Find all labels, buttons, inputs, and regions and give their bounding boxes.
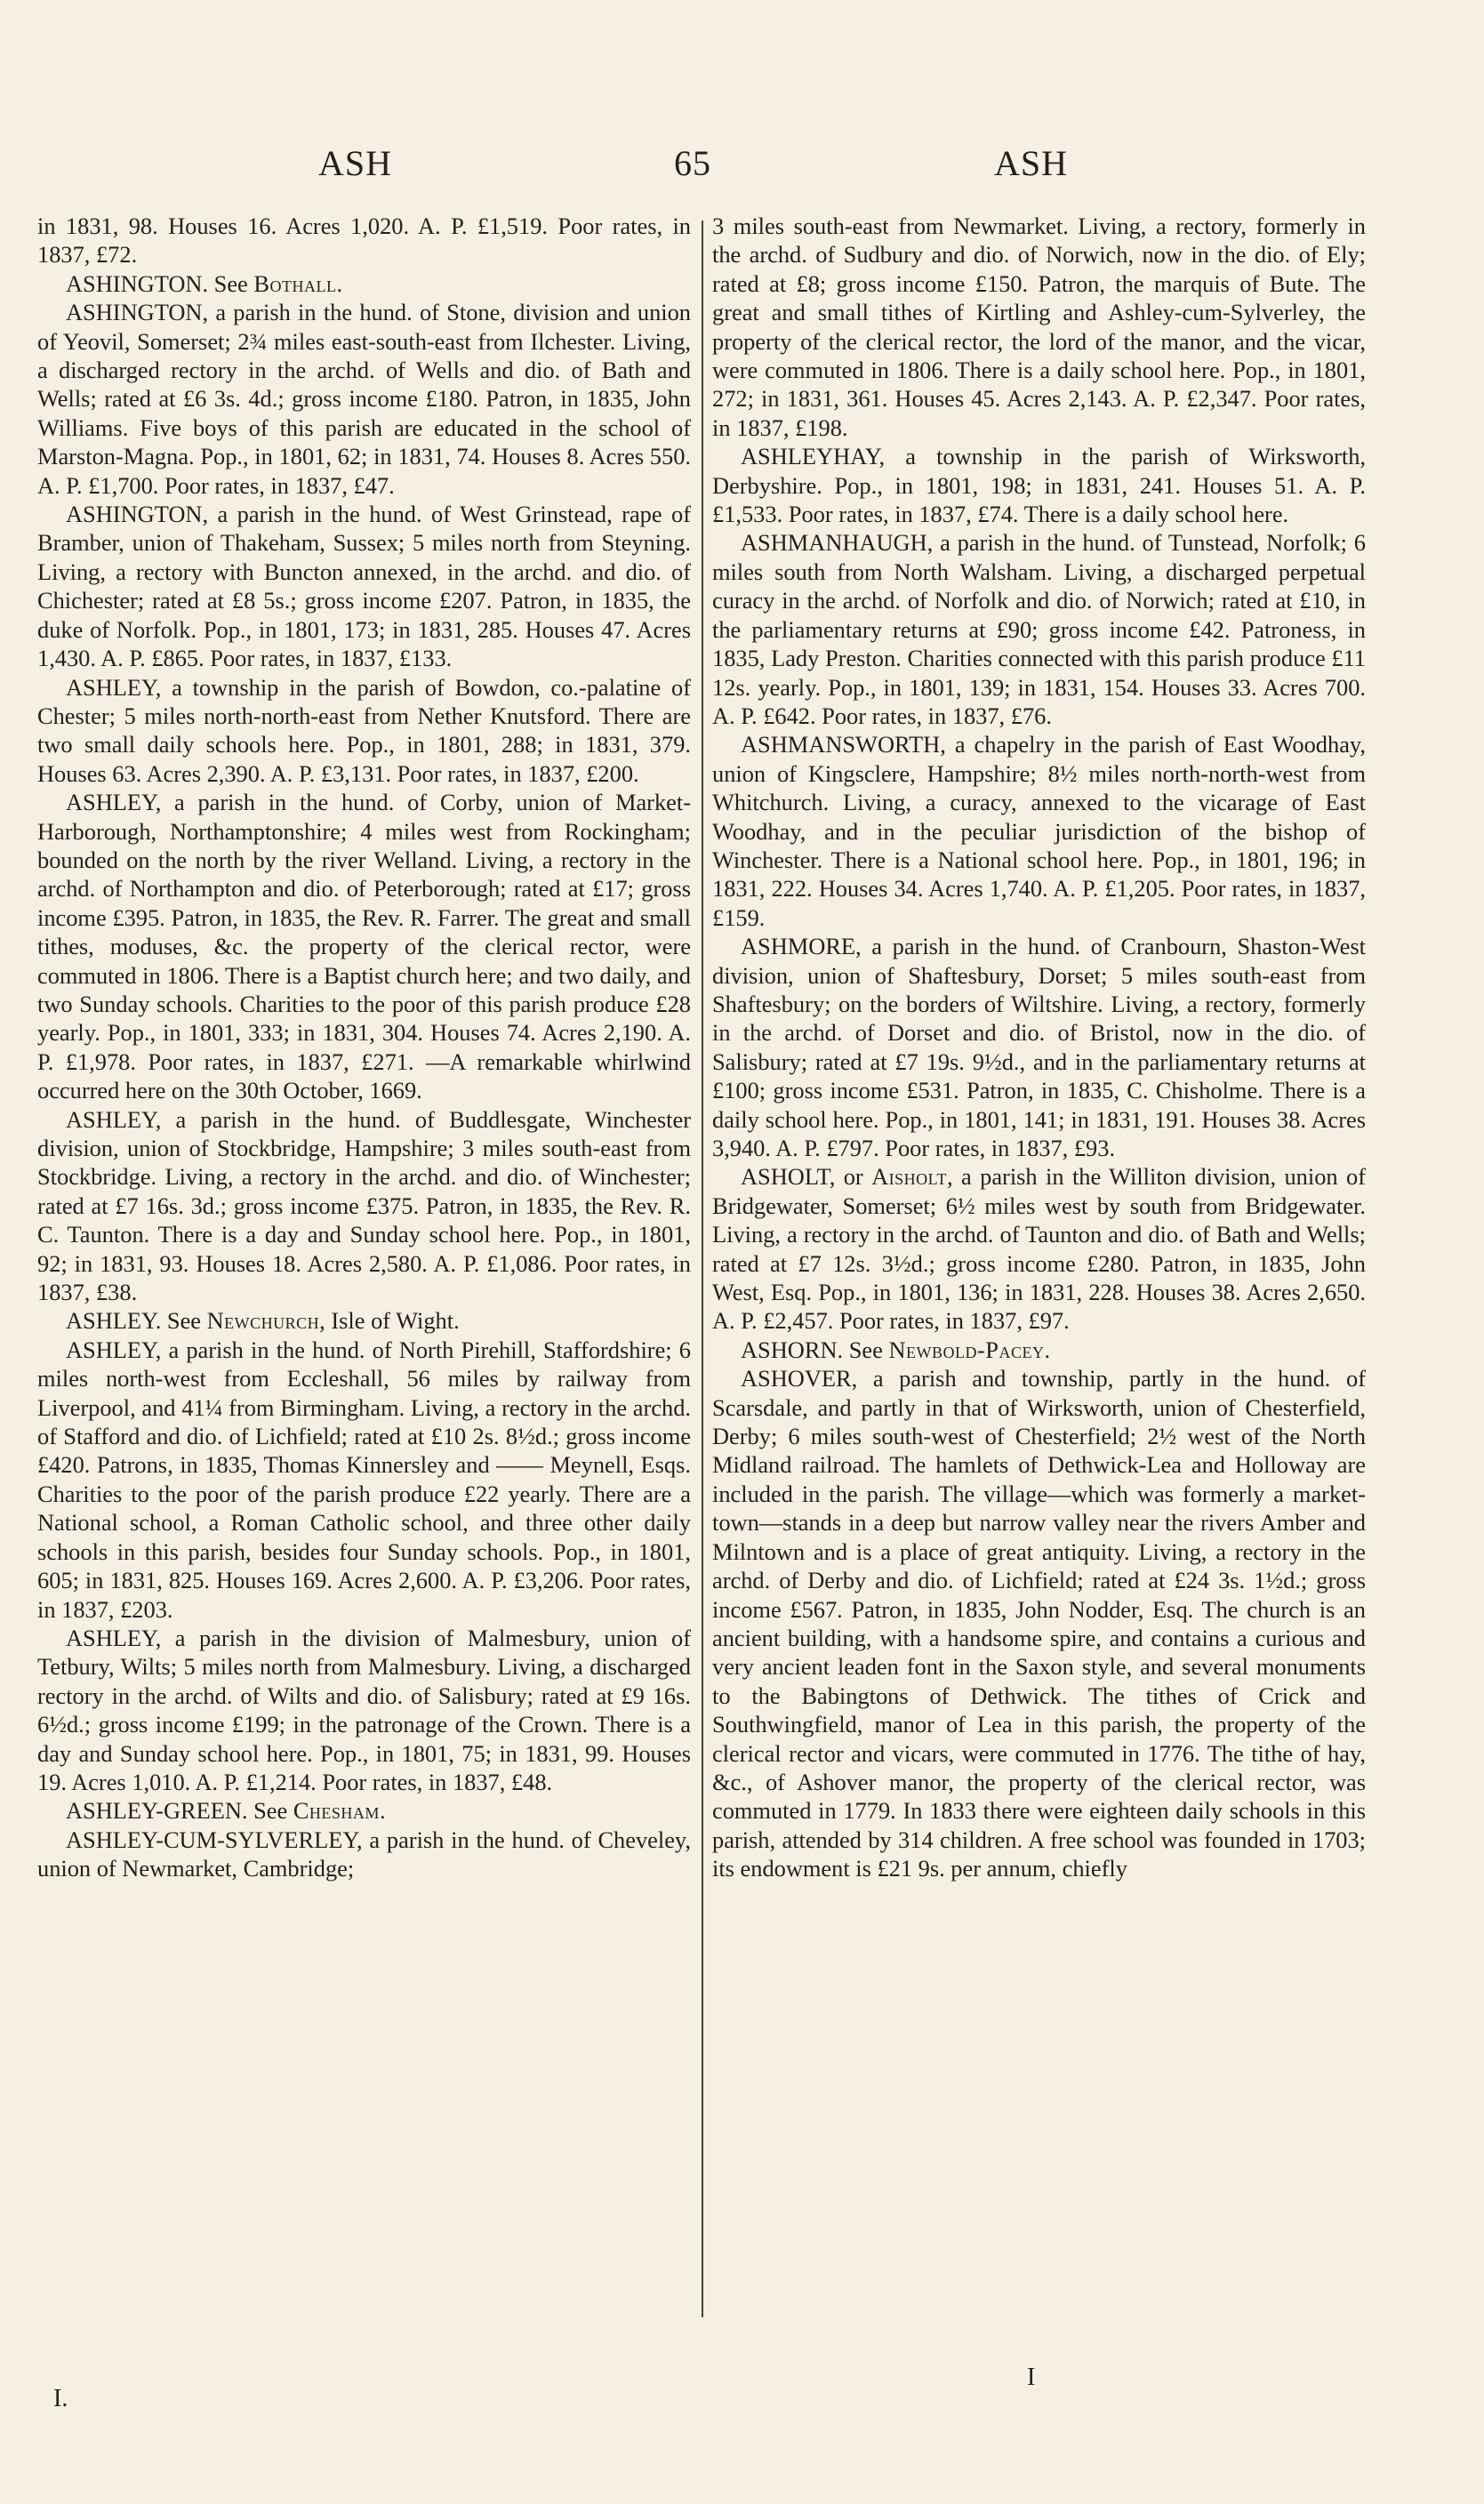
gazetteer-entry [712, 1162, 1366, 1335]
right-column [712, 212, 1366, 1883]
cross-reference: Aisholt [871, 1163, 948, 1191]
cross-reference: Bothall [253, 269, 337, 297]
column-divider [702, 221, 703, 2317]
signature-mark-left: I. [53, 2385, 68, 2412]
signature-mark-right: I [1027, 2364, 1036, 2391]
gazetteer-entry [37, 298, 691, 500]
gazetteer-entry [37, 788, 691, 1104]
entry-headword: ASHLEY, [66, 1105, 162, 1133]
entry-text-tail: . [1044, 1336, 1051, 1363]
cross-reference: Chesham [293, 1797, 380, 1825]
gazetteer-entry [37, 269, 691, 298]
gazetteer-entry [37, 1105, 691, 1307]
running-header [0, 142, 1484, 196]
entry-text: a parish in the hund. of Buddlesgate, Winchester division, union of Stockbridge, Hampshire; 3 miles south-east from Stockbridge. Living, a rectory in the archd. and dio. of Winchester; rated at £7 16s. 3d.; gross income £375. Patron, in 1835, the Rev. R. C. Taunton. There is a day and Sunday school here. Pop., in 1801, 92; in 1831, 93. Houses 18. Acres 2,580. A. P. £1,086. Poor rates, in 1837, £38. [37, 1105, 691, 1306]
gazetteer-entry [712, 1364, 1366, 1882]
gazetteer-entry [37, 1796, 691, 1825]
entry-text: a parish in the hund. of Cranbourn, Shaston-West division, union of Shaftesbury, Dorset; 5 miles south-east from Shaftesbury; on the borders of Wiltshire. Living, a rectory, formerly in the archd. of Dorset and dio. of Bristol, now in the dio. of Salisbury; rated at £7 19s. 9½d., and in the parliamentary returns at £100; gross income £531. Patron, in 1835, C. Chisholme. There is a daily school here. Pop., in 1801, 141; in 1831, 191. Houses 38. Acres 3,940. A. P. £797. Poor rates, in 1837, £93. [712, 933, 1366, 1161]
gazetteer-entry [712, 932, 1366, 1162]
entry-text: a parish in the hund. of Corby, union of Market-Harborough, Northamptonshire; 4 miles west from Rockingham; bounded on the north by the river Welland. Living, a rectory in the archd. of Northampton and dio. of Peterborough; rated at £17; gross income £395. Patron, in 1835, the Rev. R. Farrer. The great and small tithes, moduses, &c. the property of the clerical rector, were commuted in 1806. There is a Baptist church here; and two daily, and two Sunday schools. Charities to the poor of this parish produce £28 yearly. Pop., in 1801, 333; in 1831, 304. Houses 74. Acres 2,190. A. P. £1,978. Poor rates, in 1837, £271. —A remarkable whirlwind occurred here on the 30th October, 1669. [37, 789, 691, 1104]
entry-text: a parish in the hund. of Stone, division and union of Yeovil, Somerset; 2¾ miles east-south-east from Ilchester. Living, a discharged rectory in the archd. of Wells and dio. of Bath and Wells; rated at £6 3s. 4d.; gross income £180. Patron, in 1835, John Williams. Five boys of this parish are educated in the school of Marston-Magna. Pop., in 1801, 62; in 1831, 74. Houses 8. Acres 550. A. P. £1,700. Poor rates, in 1837, £47. [37, 299, 691, 499]
entry-text: a chapelry in the parish of East Woodhay, union of Kingsclere, Hampshire; 8½ miles north-north-west from Whitchurch. Living, a curacy, annexed to the vicarage of East Woodhay, and in the peculiar jurisdiction of the bishop of Winchester. There is a National school here. Pop., in 1801, 196; in 1831, 222. Houses 34. Acres 1,740. A. P. £1,205. Poor rates, in 1837, £159. [712, 731, 1366, 931]
entry-text: a parish in the hund. of Tunstead, Norfolk; 6 miles south from North Walsham. Living, a discharged perpetual curacy in the archd. of Norfolk and dio. of Norwich; rated at £10, in the parliamentary returns at £90; gross income £42. Patroness, in 1835, Lady Preston. Charities connected with this parish produce £11 12s. yearly. Pop., in 1801, 139; in 1831, 154. Houses 33. Acres 700. A. P. £642. Poor rates, in 1837, £76. [712, 529, 1366, 729]
gazetteer-entry [37, 673, 691, 789]
entry-text: See [161, 1307, 207, 1335]
entry-headword: ASHLEYHAY, [741, 443, 886, 470]
entry-headword: ASHINGTON. [66, 269, 209, 297]
gazetteer-entry [37, 500, 691, 672]
entry-text-tail: . [336, 269, 343, 297]
entry-headword: ASHLEY. [66, 1307, 162, 1335]
continued-entry [712, 212, 1366, 442]
entry-text: a parish in the division of Malmesbury, union of Tetbury, Wilts; 5 miles north from Malmesbury. Living, a discharged rectory in the archd. of Wilts and dio. of Salisbury; rated at £9 16s. 6½d.; gross income £199; in the patronage of the Crown. There is a day and Sunday school here. Pop., in 1801, 75; in 1831, 99. Houses 19. Acres 1,010. A. P. £1,214. Poor rates, in 1837, £48. [37, 1624, 691, 1795]
header-left-word: ASH [318, 143, 393, 183]
left-column [37, 212, 691, 1883]
entry-text: a parish in the hund. of West Grinstead, rape of Bramber, union of Thakeham, Sussex; 5 miles north from Steyning. Living, a rectory with Buncton annexed, in the archd. and dio. of Chichester; rated at £8 5s.; gross income £207. Patron, in 1835, the duke of Norfolk. Pop., in 1801, 173; in 1831, 285. Houses 47. Acres 1,430. A. P. £865. Poor rates, in 1837, £133. [37, 501, 691, 672]
entry-headword: ASHMORE, [741, 933, 862, 960]
entry-headword: ASHORN. [741, 1336, 844, 1363]
entry-headword: ASHLEY, [66, 1336, 162, 1363]
gazetteer-entry [712, 730, 1366, 932]
entry-headword: ASHLEY-CUM-SYLVERLEY, [66, 1826, 363, 1853]
entry-text-tail: , a parish in the Williton division, union of Bridgewater, Somerset; 6½ miles west by south from Bridgewater. Living, a rectory in the archd. of Taunton and dio. of Bath and Wells; rated at £7 12s. 3½d.; gross income £280. Patron, in 1835, John West, Esq. Pop., in 1801, 136; in 1831, 228. Houses 38. Acres 2,650. A. P. £2,457. Poor rates, in 1837, £97. [712, 1163, 1366, 1335]
entry-text: See [247, 1797, 293, 1825]
entry-headword: ASHINGTON, [66, 299, 209, 326]
entry-text: See [208, 269, 254, 297]
entry-text-tail: . [379, 1797, 386, 1825]
entry-headword: ASHLEY, [66, 789, 162, 816]
entry-text: a parish in the hund. of North Pirehill, Staffordshire; 6 miles north-west from Eccleshall, 56 miles by railway from Liverpool, and 41¼ from Birmingham. Living, a rectory in the archd. of Stafford and dio. of Lichfield; rated at £10 2s. 8½d.; gross income £420. Patrons, in 1835, Thomas Kinnersley and —— Meynell, Esqs. Charities to the poor of the parish produce £22 yearly. There are a National school, a Roman Catholic school, and three other daily schools in this parish, besides four Sunday schools. Pop., in 1801, 605; in 1831, 825. Houses 169. Acres 2,600. A. P. £3,206. Poor rates, in 1837, £203. [37, 1336, 691, 1623]
gazetteer-entry [37, 1826, 691, 1883]
entry-text: a township in the parish of Bowdon, co.-palatine of Chester; 5 miles north-north-east from Nether Knutsford. There are two small daily schools here. Pop., in 1801, 288; in 1831, 379. Houses 63. Acres 2,390. A. P. £3,131. Poor rates, in 1837, £200. [37, 673, 691, 787]
cross-reference: Newchurch [206, 1307, 320, 1335]
entry-text: See [843, 1336, 889, 1363]
gazetteer-entry [712, 1336, 1366, 1364]
entry-headword: ASHOLT, [741, 1163, 836, 1191]
gazetteer-entry [37, 1306, 691, 1335]
entry-headword: ASHLEY, [66, 1624, 162, 1651]
gazetteer-entry [712, 442, 1366, 528]
entry-text: a parish and township, partly in the hund. of Scarsdale, and partly in that of Wirksworth, union of Chesterfield, Derby; 6 miles south-west of Chesterfield; 2½ west of the North Midland railroad. The hamlets of Dethwick-Lea and Holloway are included in the parish. The village—which was formerly a market-town—stands in a deep but narrow valley near the rivers Amber and Milntown and is a place of great antiquity. Living, a rectory in the archd. of Derby and dio. of Lichfield; rated at £24 3s. 1½d.; gross income £567. Patron, in 1835, John Nodder, Esq. The church is an ancient building, with a handsome spire, and contains a curious and very ancient leaden font in the Saxon style, and several monuments to the Babingtons of Dethwick. The tithes of Crick and Southwingfield, manor of Lea in this parish, the property of the clerical rector and vicars, were commuted in 1776. The tithe of hay, &c., of Ashover manor, the property of the clerical rector, was commuted in 1779. In 1833 there were eighteen daily schools in this parish, attended by 314 children. A free school was founded in 1703; its endowment is £21 9s. per annum, chiefly [712, 1365, 1366, 1882]
header-right-word: ASH [994, 143, 1069, 183]
entry-headword: ASHINGTON, [66, 501, 209, 528]
gazetteer-entry [712, 528, 1366, 730]
entry-text: a township in the parish of Wirksworth, Derbyshire. Pop., in 1801, 198; in 1831, 241. Houses 51. A. P. £1,533. Poor rates, in 1837, £74. There is a daily school here. [712, 443, 1366, 528]
gazetteer-entry [37, 1624, 691, 1796]
entry-text: a parish in the hund. of Cheveley, union of Newmarket, Cambridge; [37, 1826, 691, 1882]
entry-headword: ASHLEY, [66, 673, 162, 701]
entry-text: in 1831, 98. Houses 16. Acres 1,020. A. P. £1,519. Poor rates, in 1837, £72. [37, 213, 691, 269]
entry-headword: ASHMANHAUGH, [741, 529, 934, 557]
gazetteer-entry [37, 1336, 691, 1624]
entry-text: or [835, 1163, 872, 1191]
page-number: 65 [674, 143, 711, 183]
entry-text: 3 miles south-east from Newmarket. Living, a rectory, formerly in the archd. of Sudbury and dio. of Norwich, now in the dio. of Ely; rated at £8; gross income £150. Patron, the marquis of Bute. The great and small tithes of Kirtling and Ashley-cum-Sylverley, the property of the clerical rector, the lord of the manor, and the vicar, were commuted in 1806. There is a daily school here. Pop., in 1801, 272; in 1831, 361. Houses 45. Acres 2,143. A. P. £2,347. Poor rates, in 1837, £198. [712, 213, 1366, 441]
entry-headword: ASHOVER, [741, 1365, 858, 1392]
continued-entry [37, 212, 691, 269]
entry-headword: ASHLEY-GREEN. [66, 1797, 248, 1825]
entry-headword: ASHMANSWORTH, [741, 731, 946, 758]
cross-reference: Newbold-Pacey [888, 1336, 1045, 1363]
entry-text-tail: , Isle of Wight. [319, 1307, 460, 1335]
